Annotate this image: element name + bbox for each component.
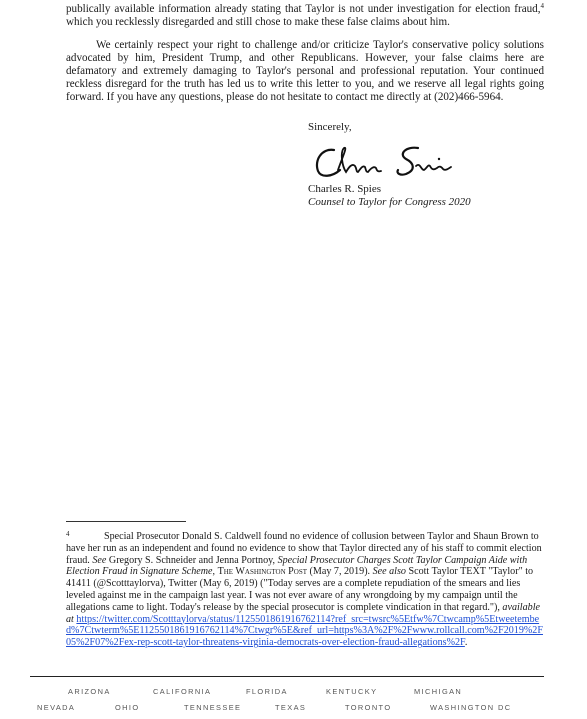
paragraph-2: We certainly respect your right to challenge and/or criticize Taylor's conservative policy solutions advocated by him, President Trump, and other Republicans. However, your false claims here are defamatory and extremely damaging to Taylor's personal and professional reputation. Your continued reckless disregard for the truth has led us to write this letter to you, and we reserve all legal rights going forward. If you have any questions, please do not hesitate to contact me directly at (202)466-5964. xyxy=(66,39,544,104)
footnote-publication: The Washington Post xyxy=(217,566,307,578)
footer-location: FLORIDA xyxy=(246,687,288,696)
footnote-separator xyxy=(66,521,186,522)
footer-location: TENNESSEE xyxy=(184,703,242,712)
paragraph-continuation xyxy=(66,0,544,29)
paragraph-1-text: publically available information already stating that Taylor is not under investigation for election fraud, xyxy=(66,3,541,15)
footnote-marker: 4 xyxy=(66,530,70,538)
footnote-link-end: . xyxy=(464,637,468,649)
footer-divider xyxy=(30,676,544,677)
footnote-link[interactable]: https://twitter.com/Scotttaylorva/status/1125501861916762114?ref_src=twsrc%5Etfw%7Ctwcamp%5Etweetembed%7Ctwterm%5E1125501861916762114%7Ctwgr%5E&ref_url=https%3A%2F%2Fwww.rollcall.com%2F2019%2F05%2F07%2Fex-rep-scott-taylor-threatens-virginia-democrats-over-election-fraud-allegations%2F xyxy=(66,613,543,649)
footer-location: MICHIGAN xyxy=(414,687,463,696)
footnote-text-e: Scott Taylor TEXT "Taylor" to 41411 (@Scotttaylorva), Twitter (May 6, 2019) ("Today serves are a complete repudiation of the smears and lies leveled against me in the campaign last year. I was not ever aware of any wrongdoing by my campaign until the allegations came to light. Today's release by the special prosecutor is complete vindication in that regard."), xyxy=(66,566,534,613)
footer-location: WASHINGTON DC xyxy=(430,703,512,712)
footnote-text-b: Gregory S. Schneider and Jenna Portnoy, xyxy=(106,554,278,566)
footnote-article-title: Special Prosecutor Charges Scott Taylor Campaign Aide with Election Fraud in Signature Scheme xyxy=(66,554,528,578)
signer-name: Charles R. Spies xyxy=(308,183,382,195)
closing: Sincerely, xyxy=(308,121,352,133)
footer-location: CALIFORNIA xyxy=(153,687,212,696)
footnote-text-a: Special Prosecutor Donald S. Caldwell found no evidence of collusion between Taylor and Shaun Brown to have her run as an independent and found no evidence to show that Taylor directed any of his staff to commit election fraud. xyxy=(66,531,542,566)
footnote-available-at: available at xyxy=(66,601,540,625)
footer-location: TORONTO xyxy=(345,703,392,712)
footnote-text-c: , xyxy=(212,566,218,578)
footer-location: NEVADA xyxy=(37,703,76,712)
footnote-see: See xyxy=(92,554,107,566)
signer-title: Counsel to Taylor for Congress 2020 xyxy=(308,196,471,208)
footnote-text-d: (May 7, 2019). xyxy=(307,566,373,578)
footer-location: TEXAS xyxy=(275,703,307,712)
footer-location: OHIO xyxy=(115,703,140,712)
handwritten-signature xyxy=(308,140,468,184)
footnote-reference[interactable]: 4 xyxy=(540,2,544,10)
footnote-see-also: See also xyxy=(372,566,406,578)
footer-location: KENTUCKY xyxy=(326,687,378,696)
paragraph-1-tail: which you recklessly disregarded and still chose to make these false claims about him. xyxy=(66,16,450,29)
footer-location: ARIZONA xyxy=(68,687,111,696)
footnote xyxy=(66,529,544,649)
